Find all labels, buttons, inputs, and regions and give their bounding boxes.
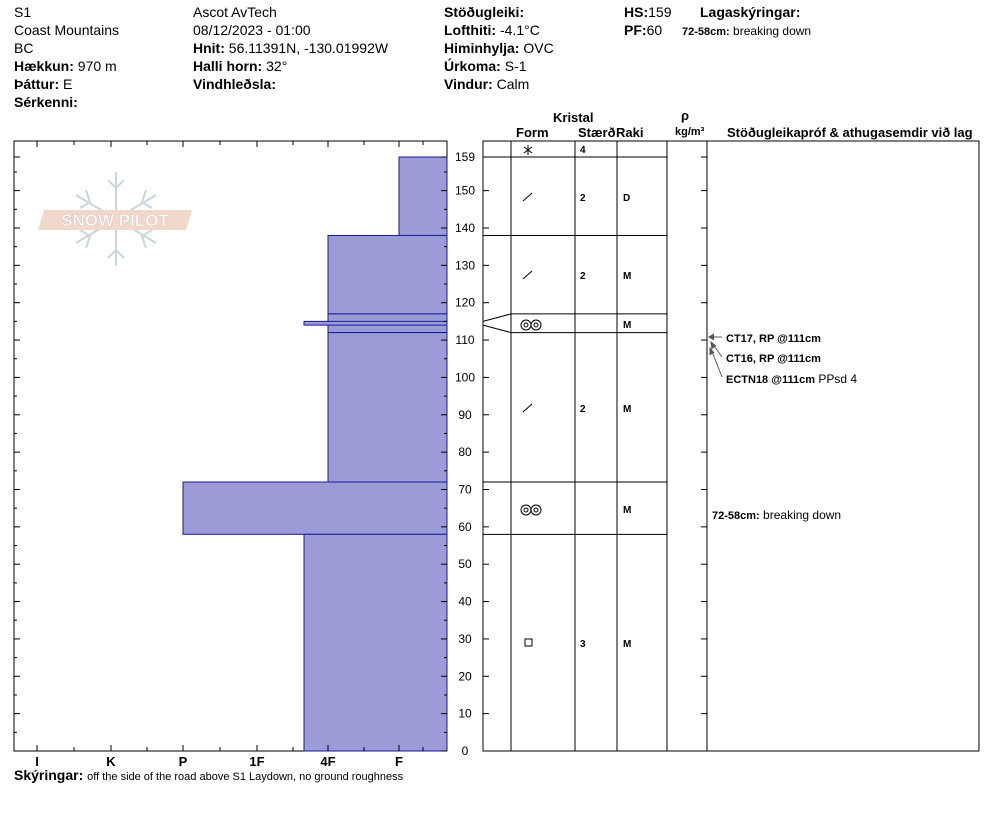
decomposed-icon: [523, 404, 532, 412]
hardness-bar: [399, 157, 447, 235]
test-ectn18-name: ECTN18 @111cm: [726, 374, 815, 386]
layer-note-text: breaking down: [733, 24, 812, 38]
hardness-label: 1F: [249, 754, 265, 769]
depth-label: 90: [458, 407, 472, 422]
hardness-bar: [183, 482, 447, 534]
hardness-bar: [304, 321, 447, 325]
moisture-value: D: [623, 193, 631, 204]
depth-label: 100: [454, 370, 476, 385]
hardness-bar: [328, 235, 447, 313]
depth-label: 20: [458, 669, 472, 684]
wind-value: Calm: [496, 76, 530, 92]
hardness-label: I: [35, 754, 39, 769]
depth-label: 150: [454, 183, 476, 198]
layer-comment-text: breaking down: [763, 508, 842, 522]
sky-value: OVC: [523, 40, 554, 56]
tests-header: Stöðugleikapróf & athugasemdir við lag: [727, 125, 973, 140]
moisture-value: M: [623, 320, 632, 331]
layer-notes-label: Lagaskýringar:: [700, 4, 801, 20]
depth-label: 80: [458, 445, 472, 460]
region: BC: [14, 40, 34, 56]
depth-label: 120: [454, 295, 476, 310]
precip-label: Úrkoma:: [444, 58, 501, 74]
site-name: S1: [14, 4, 32, 20]
decomposed-icon: [523, 193, 532, 201]
footer-label: Skýringar:: [14, 767, 84, 783]
depth-label: 140: [454, 220, 476, 235]
logo-text: SNOW PILOT: [61, 211, 169, 230]
layer-connector: [483, 325, 511, 332]
size-header: Stærð: [578, 125, 616, 140]
size-value: 2: [580, 271, 586, 282]
slope-label: Halli horn:: [193, 58, 263, 74]
sky-label: Himinhylja:: [444, 40, 520, 56]
features-label: Sérkenni:: [14, 94, 78, 110]
air-temp-label: Lofthiti:: [444, 22, 497, 38]
air-temp-value: -4.1°C: [499, 22, 540, 38]
depth-label: 70: [458, 482, 472, 497]
density-symbol: ρ: [681, 108, 690, 123]
hardness-bars: [183, 157, 447, 751]
hardness-label: 4F: [320, 754, 336, 769]
elevation-value: 970 m: [77, 58, 117, 74]
slope-value: 32°: [266, 58, 288, 74]
depth-label: 130: [454, 258, 476, 273]
crystal-header: Kristal: [553, 110, 594, 125]
depth-label: 60: [458, 519, 472, 534]
hardness-label: P: [178, 754, 188, 769]
faceted-icon: [525, 639, 532, 646]
coords-value: 56.11391N, -130.01992W: [228, 40, 389, 56]
moisture-header: Raki: [616, 125, 644, 140]
moisture-value: M: [623, 271, 632, 282]
depth-label: 30: [458, 631, 472, 646]
wind-label: Vindur:: [444, 76, 493, 92]
melt-freeze-icon: [521, 505, 541, 515]
depth-label: 10: [458, 706, 472, 721]
depth-label: 110: [455, 333, 475, 348]
wind-loading-label: Vindhleðsla:: [193, 76, 276, 92]
depth-label: 0: [461, 744, 469, 758]
hardness-label: K: [106, 754, 116, 769]
test-ct16: CT16, RP @111cm: [726, 353, 821, 365]
layer-comment-depth: 72-58cm:: [712, 510, 760, 522]
size-value: 4: [580, 145, 586, 156]
elevation-label: Hækkun:: [14, 58, 74, 74]
test-ct17: CT17, RP @111cm: [726, 333, 821, 345]
aspect-label: Þáttur:: [14, 76, 60, 92]
melt-freeze-icon: [521, 320, 541, 330]
size-value: 2: [580, 404, 586, 415]
depth-label: 50: [458, 557, 472, 572]
hardness-label: F: [395, 754, 403, 769]
hs-value: 159: [648, 4, 672, 20]
datetime: 08/12/2023 - 01:00: [193, 22, 311, 38]
stability-label: Stöðugleiki:: [444, 4, 525, 20]
layer-table-frame: [483, 141, 979, 751]
snowpilot-logo: [38, 172, 192, 266]
aspect-value: E: [63, 76, 73, 92]
moisture-value: M: [623, 404, 632, 415]
size-value: 3: [580, 639, 586, 650]
layer-note-depth: 72-58cm:: [682, 26, 730, 38]
form-header: Form: [516, 125, 549, 140]
depth-label: 159: [454, 150, 476, 164]
hardness-bar: [328, 333, 447, 482]
observer: Ascot AvTech: [193, 4, 277, 20]
density-unit: kg/m³: [675, 126, 705, 138]
new-snow-icon: [524, 145, 532, 155]
pf-label: PF:: [624, 22, 647, 38]
hs-label: HS:: [624, 4, 649, 20]
layer-connector: [483, 314, 511, 321]
depth-label: 40: [458, 594, 472, 609]
precip-value: S-1: [504, 58, 527, 74]
pf-value: 60: [646, 22, 663, 38]
hardness-bar: [304, 534, 447, 751]
coords-label: Hnit:: [193, 40, 225, 56]
moisture-value: M: [623, 505, 632, 516]
footer-text: off the side of the road above S1 Laydown, no ground roughness: [87, 771, 404, 783]
test-arrows: [709, 334, 722, 377]
size-value: 2: [580, 193, 586, 204]
decomposed-icon: [523, 271, 532, 279]
test-ectn18-extra: PPsd 4: [818, 372, 858, 386]
mountain-range: Coast Mountains: [14, 22, 120, 38]
moisture-value: M: [623, 639, 632, 650]
